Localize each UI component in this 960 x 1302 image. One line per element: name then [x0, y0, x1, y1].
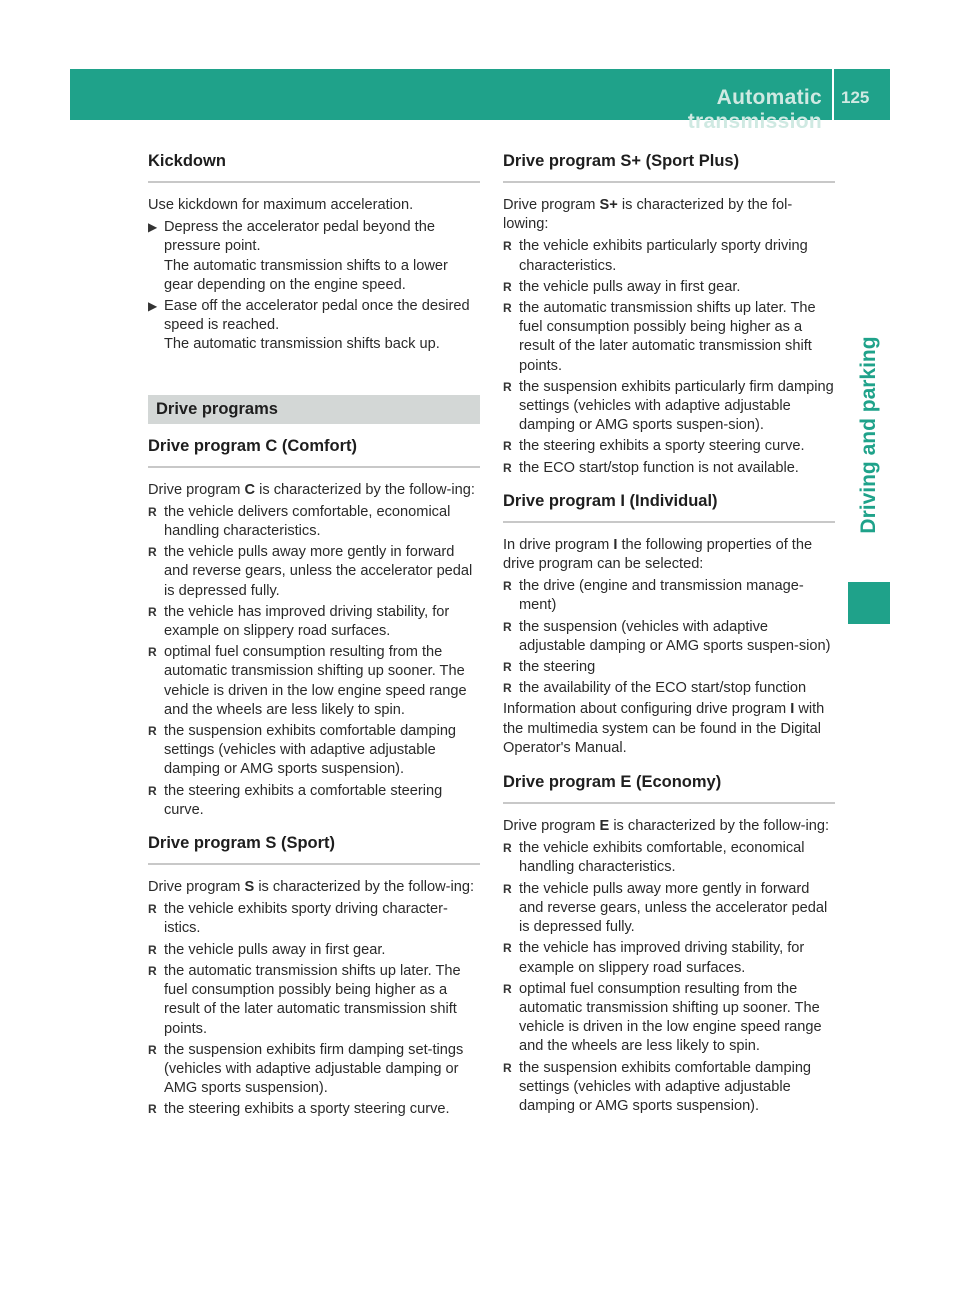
bullet-icon: R: [148, 504, 157, 519]
prog-i-heading: Drive program I (Individual): [503, 492, 835, 523]
bullet-icon: R: [148, 645, 157, 660]
prog-sp-list: [503, 237, 835, 477]
page-number: 125: [841, 88, 870, 107]
prog-c-list: [148, 503, 480, 820]
arrow-icon: ▶: [148, 299, 158, 314]
arrow-icon: ▶: [148, 220, 158, 235]
prog-sp-heading: Drive program S+ (Sport Plus): [503, 152, 835, 183]
bullet-icon: R: [503, 439, 512, 454]
list-item: R the ECO start/stop function is not available.: [503, 459, 835, 478]
prog-e-intro: Drive program E is characterized by the follow-ing:: [503, 818, 830, 835]
bullet-icon: R: [148, 783, 157, 798]
list-item: R the vehicle has improved driving stability, for example on slippery road surfaces.: [148, 603, 450, 640]
prog-c-intro: Drive program C is characterized by the follow-ing:: [148, 481, 475, 498]
list-item: R the availability of the ECO start/stop function: [503, 679, 835, 698]
header-divider: [832, 69, 834, 120]
list-item: R the steering exhibits a sporty steering curve.: [503, 437, 835, 456]
list-item: R optimal fuel consumption resulting from the automatic transmission shifting up sooner. The vehicle is driven in the low engine speed range and the wheels are less likely to spin.: [148, 644, 467, 718]
prog-e-heading: Drive program E (Economy): [503, 773, 835, 804]
section-band: Drive programs: [148, 395, 480, 424]
prog-e-list: [503, 839, 835, 1116]
list-item: R the vehicle pulls away more gently in forward and reverse gears, unless the accelerator pedal is depressed fully.: [148, 544, 473, 599]
list-item: R the vehicle pulls away in first gear.: [503, 278, 835, 297]
bullet-icon: R: [503, 1060, 512, 1075]
bullet-icon: R: [148, 963, 157, 978]
prog-sp-intro: Drive program S+ is characterized by the fol-lowing:: [503, 197, 793, 233]
list-item: R the automatic transmission shifts up later. The fuel consumption possibly being higher as a result of the later automatic transmission shift points.: [148, 962, 461, 1037]
prog-i-list: [503, 577, 835, 698]
bullet-icon: R: [503, 279, 512, 294]
list-item: R the steering exhibits a sporty steering curve.: [148, 1100, 480, 1119]
list-item: R optimal fuel consumption resulting from the automatic transmission shifting up sooner. The vehicle is driven in the low engine speed range and the wheels are less likely to spin.: [503, 980, 822, 1055]
list-item: R the suspension exhibits comfortable damping settings (vehicles with adaptive adjustable damping or AMG sports suspension).: [503, 1059, 812, 1114]
bullet-icon: R: [503, 239, 512, 254]
list-item: R the vehicle has improved driving stability, for example on slippery road surfaces.: [503, 940, 805, 976]
list-item: R the suspension exhibits comfortable damping settings (vehicles with adaptive adjustable damping or AMG sports suspension).: [148, 723, 457, 778]
bullet-icon: R: [503, 660, 512, 675]
kickdown-intro: Use kickdown for maximum acceleration.: [148, 197, 414, 213]
bullet-icon: R: [503, 301, 512, 316]
list-item: R the suspension exhibits particularly firm damping settings (vehicles with adaptive adjustable damping or AMG sports suspen-sion).: [503, 378, 834, 434]
prog-c-heading: Drive program C (Comfort): [148, 437, 480, 468]
list-item: R the vehicle delivers comfortable, economical handling characteristics.: [148, 503, 451, 540]
bullet-icon: R: [503, 941, 512, 956]
kickdown-heading: Kickdown: [148, 152, 480, 183]
bullet-icon: R: [503, 881, 512, 896]
list-item: R the vehicle pulls away in first gear.: [148, 941, 480, 960]
chapter-title: Automatic transmission: [687, 86, 822, 133]
prog-s-intro: Drive program S is characterized by the follow-ing:: [148, 879, 475, 896]
bullet-icon: R: [148, 724, 157, 739]
bullet-icon: R: [503, 379, 512, 394]
bullet-icon: R: [503, 460, 512, 475]
side-tab-label: Driving and parking: [857, 336, 880, 534]
step-item: [148, 297, 480, 355]
list-item: R the drive (engine and transmission manage-ment): [503, 578, 804, 614]
list-item: R the vehicle exhibits particularly sporty driving characteristics.: [503, 238, 808, 274]
list-item: R the vehicle exhibits comfortable, economical handling characteristics.: [503, 840, 805, 876]
step-result: The automatic transmission shifts back up.: [164, 336, 440, 353]
bullet-icon: R: [148, 604, 157, 619]
bullet-icon: R: [503, 841, 512, 856]
list-item: R the suspension exhibits firm damping set-tings (vehicles with adaptive adjustable damping or AMG sports suspension).: [148, 1041, 464, 1097]
bullet-icon: R: [148, 545, 157, 560]
list-item: R the steering exhibits a comfortable steering curve.: [148, 782, 443, 818]
bullet-icon: R: [503, 579, 512, 594]
bullet-icon: R: [503, 981, 512, 996]
side-tab: [848, 310, 890, 560]
right-column: [503, 152, 835, 1118]
bullet-icon: R: [503, 681, 512, 696]
left-column: [148, 152, 480, 1122]
step-text: Depress the accelerator pedal beyond the pressure point.: [164, 219, 435, 255]
bullet-icon: R: [148, 902, 157, 917]
bullet-icon: R: [503, 619, 512, 634]
bullet-icon: R: [148, 942, 157, 957]
side-marker: [848, 582, 890, 624]
prog-i-intro: In drive program I the following properties of the drive program can be selected:: [503, 536, 813, 573]
step-result: The automatic transmission shifts to a lower gear depending on the engine speed.: [164, 257, 448, 293]
prog-s-heading: Drive program S (Sport): [148, 834, 480, 865]
bullet-icon: R: [148, 1042, 157, 1057]
bullet-icon: R: [148, 1102, 157, 1117]
list-item: R the vehicle exhibits sporty driving character-istics.: [148, 901, 448, 937]
prog-i-outro: Information about configuring drive program I with the multimedia system can be found in the Digital Operator's Manual.: [503, 701, 825, 756]
step-text: Ease off the accelerator pedal once the desired speed is reached.: [164, 298, 470, 334]
list-item: R the automatic transmission shifts up later. The fuel consumption possibly being higher as a result of the later automatic transmission shift points.: [503, 300, 816, 374]
list-item: R the vehicle pulls away more gently in forward and reverse gears, unless the accelerator pedal is depressed fully.: [503, 880, 828, 936]
step-item: [148, 218, 480, 295]
list-item: R the suspension (vehicles with adaptive adjustable damping or AMG sports suspen-sion): [503, 618, 831, 654]
prog-s-list: [148, 900, 480, 1119]
list-item: R the steering: [503, 658, 835, 677]
